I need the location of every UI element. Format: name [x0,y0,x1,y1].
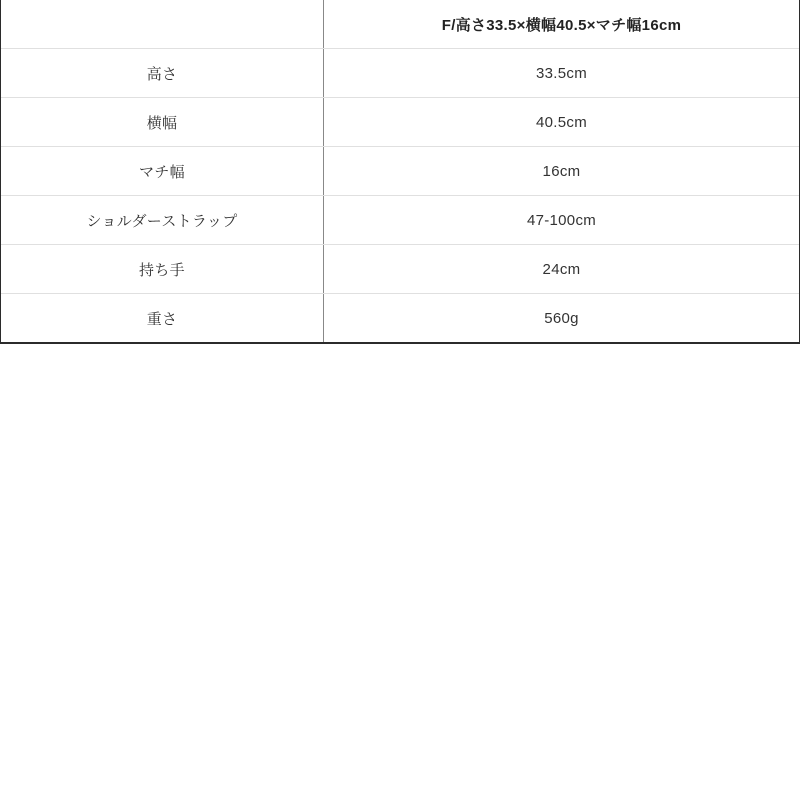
spec-value: 560g [323,294,799,342]
spec-row-shoulder-strap [1,196,799,245]
spec-label: 横幅 [146,114,178,132]
spec-label: ショルダーストラップ [86,212,238,230]
spec-row-weight [1,294,799,342]
spec-value: 47-100cm [323,196,799,244]
spec-header-row [1,0,799,49]
spec-value: 16cm [323,147,799,195]
spec-label: 高さ [146,65,178,83]
spec-row-height [1,49,799,98]
spec-label: 持ち手 [139,261,185,279]
spec-row-handle [1,245,799,294]
spec-header-size-summary: F/高さ33.5×横幅40.5×マチ幅16cm [323,0,799,48]
spec-row-gusset [1,147,799,196]
spec-row-width [1,98,799,147]
spec-label: マチ幅 [139,163,185,181]
spec-header-empty-cell [1,0,323,48]
size-spec-table [0,0,800,344]
spec-value: 24cm [323,245,799,293]
spec-value: 33.5cm [323,49,799,97]
spec-label: 重さ [146,310,178,328]
spec-value: 40.5cm [323,98,799,146]
